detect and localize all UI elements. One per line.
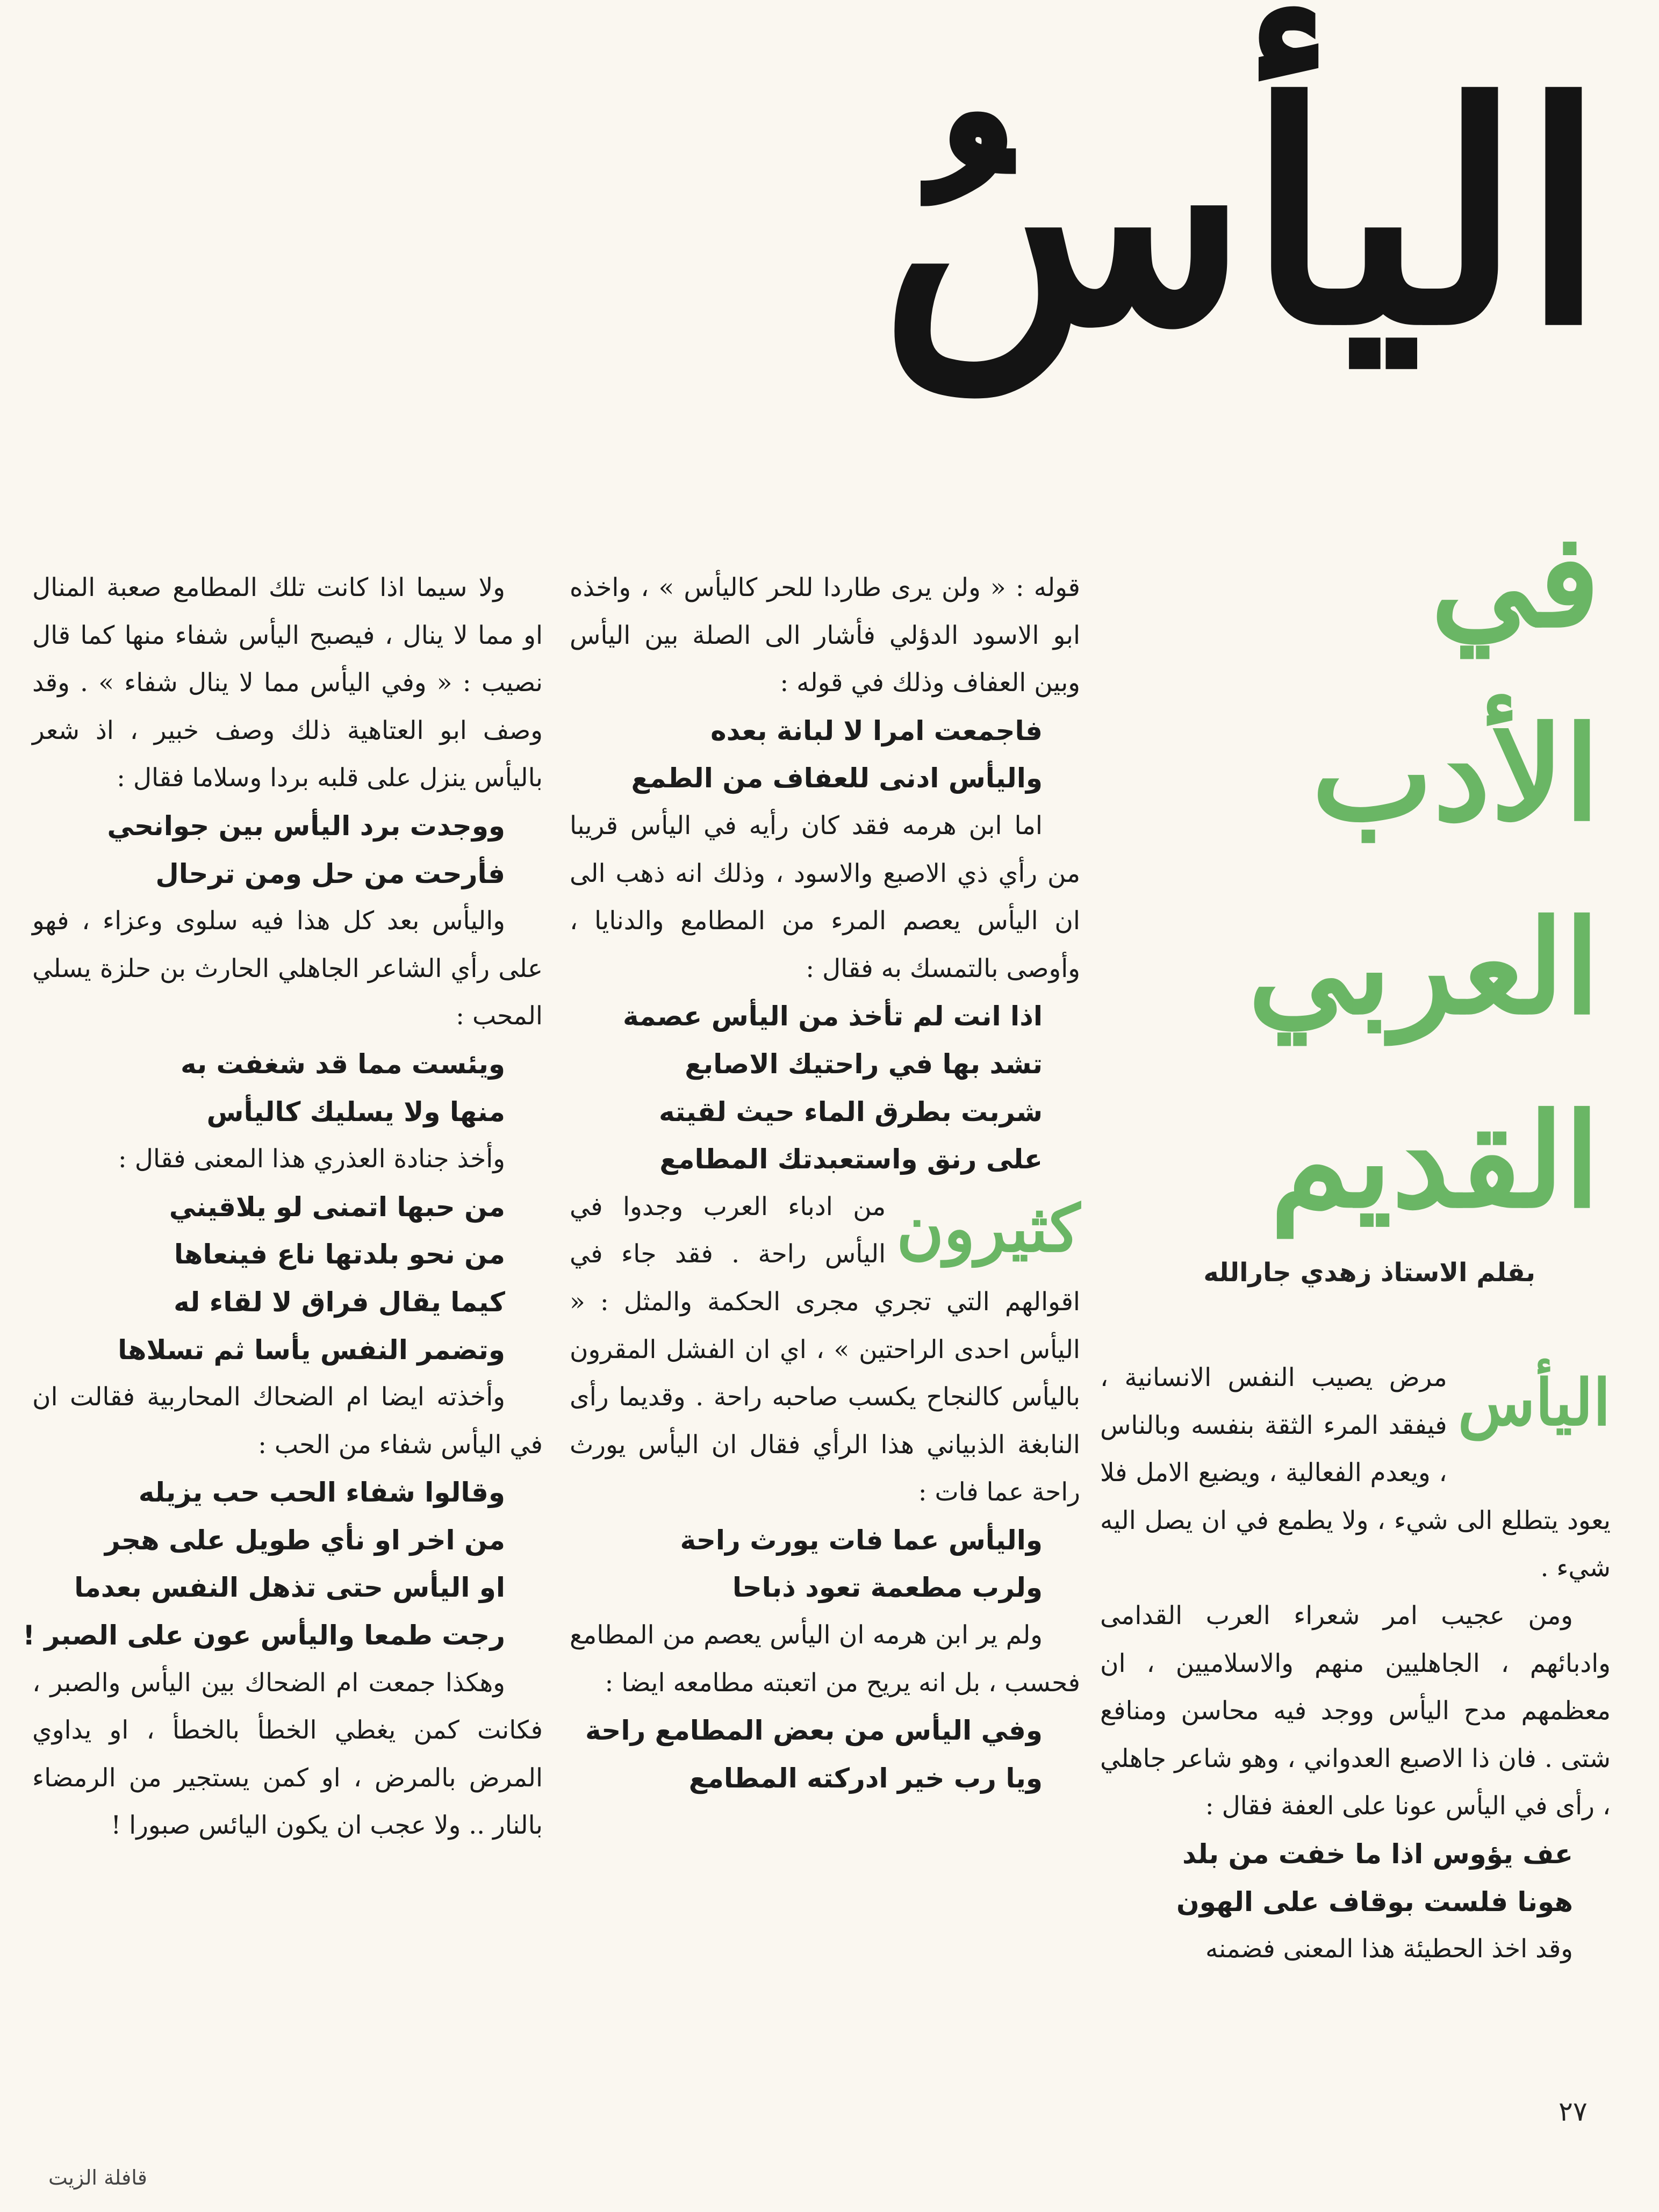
paragraph bbox=[570, 1183, 1080, 1517]
column-left bbox=[23, 564, 543, 1850]
column-right bbox=[1100, 1354, 1611, 1973]
paragraph: وأخذته ايضا ام الضحاك المحاربية فقالت ان في اليأس شفاء من الحب : bbox=[32, 1382, 543, 1460]
paragraph-text: مرض يصيب النفس الانسانية ، فيفقد المرء الثقة بنفسه وبالناس ، ويعدم الفعالية ، ويضيع الامل فلا يعود يتطلع الى شيء ، ولا يطمع في ان يصل اليه شيء . bbox=[1100, 1363, 1611, 1583]
verse-line: ويئست مما قد شغفت به bbox=[181, 1048, 505, 1080]
paragraph bbox=[1100, 1354, 1611, 1592]
verse-line: منها ولا يسليك كاليأس bbox=[206, 1096, 505, 1127]
paragraph-text: من ادباء العرب وجدوا في اليأس راحة . فقد جاء في اقوالهم التي تجري مجرى الحكمة والمثل : « اليأس احدى الراحتين » ، اي ان الفشل المقرون باليأس كالنجاح يكسب صاحبه راحة . وقديما رأى النابغة الذبياني هذا الرأي فقال ان اليأس يورث راحة عما فات : bbox=[570, 1191, 1080, 1507]
magazine-name: قافلة الزيت bbox=[48, 2166, 147, 2189]
subtitle-line-3: العربي bbox=[1248, 892, 1600, 1043]
verse-line: تشد بها في راحتيك الاصابع bbox=[685, 1048, 1043, 1080]
verse-line: ووجدت برد اليأس بين جوانحي bbox=[107, 810, 505, 842]
column-middle bbox=[570, 564, 1080, 1802]
verse-line: كيما يقال فراق لا لقاء له bbox=[174, 1286, 505, 1318]
verse-line: اذا انت لم تأخذ من اليأس عصمة bbox=[623, 1001, 1043, 1032]
paragraph: وقد اخذ الحطيئة هذا المعنى فضمنه bbox=[1205, 1934, 1573, 1964]
verse-line: من نحو بلدتها ناع فينعاها bbox=[174, 1239, 505, 1270]
verse-line: من حبها اتمنى لو يلاقيني bbox=[169, 1191, 505, 1223]
verse-line: عف يؤوس اذا ما خفت من بلد bbox=[1182, 1838, 1573, 1870]
verse-line: هونا فلست بوقاف على الهون bbox=[1176, 1886, 1573, 1917]
paragraph: وأخذ جنادة العذري هذا المعنى فقال : bbox=[118, 1144, 505, 1174]
verse-line: فأرحت من حل ومن ترحال bbox=[155, 858, 505, 889]
paragraph: ومن عجيب امر شعراء العرب القدامى وادبائهم ، الجاهليين منهم والاسلاميين ، ان معظمهم مدح اليأس ووجد فيه محاسن ومنافع شتى . فان ذا الاصبع العدواني ، وهو شاعر جاهلي ، رأى في اليأس عونا على العفة فقال : bbox=[1100, 1600, 1611, 1821]
paragraph: واليأس بعد كل هذا فيه سلوى وعزاء ، فهو على رأي الشاعر الجاهلي الحارث بن حلزة يسلي المحب : bbox=[32, 906, 543, 1031]
verse-line: وتضمر النفس يأسا ثم تسلاها bbox=[118, 1334, 505, 1366]
subtitle-line-2: الأدب bbox=[1311, 698, 1600, 850]
verse-line: من اخر او نأي طويل على هجر bbox=[104, 1524, 505, 1556]
verse-line: وفي اليأس من بعض المطامع راحة bbox=[585, 1715, 1043, 1747]
verse-line: ويا رب خير ادركته المطامع bbox=[688, 1762, 1043, 1794]
verse-line: او اليأس حتى تذهل النفس بعدما bbox=[74, 1572, 505, 1604]
paragraph: ولا سيما اذا كانت تلك المطامع صعبة المنال او مما لا ينال ، فيصبح اليأس شفاء منها كما قال نصيب : « وفي اليأس مما لا ينال شفاء » . وقد وصف ابو العتاهية ذلك وصف خبير ، اذ شعر باليأس ينزل على قلبه بردا وسلاما فقال : bbox=[32, 573, 543, 793]
verse-line: واليأس ادنى للعفاف من الطمع bbox=[631, 763, 1043, 794]
verse-line: وقالوا شفاء الحب حب يزيله bbox=[138, 1477, 505, 1509]
verse-line: شربت بطرق الماء حيث لقيته bbox=[659, 1096, 1043, 1127]
article-title: اليأسُ bbox=[880, 38, 1605, 392]
subtitle-line-1: في bbox=[1431, 505, 1600, 656]
drop-cap-word: كثيرون bbox=[896, 1190, 1080, 1267]
paragraph: قوله : « ولن يرى طاردا للحر كاليأس » ، واخذه ابو الاسود الدؤلي فأشار الى الصلة بين اليأس وبين العفاف وذلك في قوله : bbox=[570, 573, 1080, 698]
paragraph: ولم ير ابن هرمه ان اليأس يعصم من المطامع فحسب ، بل انه يريح من اتعبته مطامعه ايضا : bbox=[570, 1620, 1080, 1698]
paragraph: اما ابن هرمه فقد كان رأيه في اليأس قريبا من رأي ذي الاصبع والاسود ، وذلك انه ذهب الى ان اليأس يعصم المرء من المطامع والدنايا ، وأوصى بالتمسك به فقال : bbox=[570, 810, 1080, 983]
verse-line: واليأس عما فات يورث راحة bbox=[680, 1524, 1043, 1556]
drop-cap-word: اليأس bbox=[1457, 1365, 1611, 1440]
verse-line: رجت طمعا واليأس عون على الصبر ! bbox=[23, 1620, 505, 1651]
author-byline: بقلم الاستاذ زهدي جارالله bbox=[1203, 1258, 1535, 1288]
article-subtitle bbox=[1062, 484, 1600, 1258]
paragraph: وهكذا جمعت ام الضحاك بين اليأس والصبر ، فكانت كمن يغطي الخطأ بالخطأ ، او يداوي المرض بالمرض ، او كمن يستجير من الرمضاء بالنار .. ولا عجب ان يكون اليائس صبورا ! bbox=[32, 1668, 543, 1841]
verse-line: ولرب مطعمة تعود ذباحا bbox=[732, 1572, 1043, 1604]
subtitle-line-4: القديم bbox=[1270, 1085, 1600, 1237]
page-number: ٢٧ bbox=[1559, 2096, 1588, 2127]
verse-line: فاجمعت امرا لا لبانة بعده bbox=[710, 715, 1043, 746]
verse-line: على رنق واستعبدتك المطامع bbox=[659, 1144, 1043, 1175]
